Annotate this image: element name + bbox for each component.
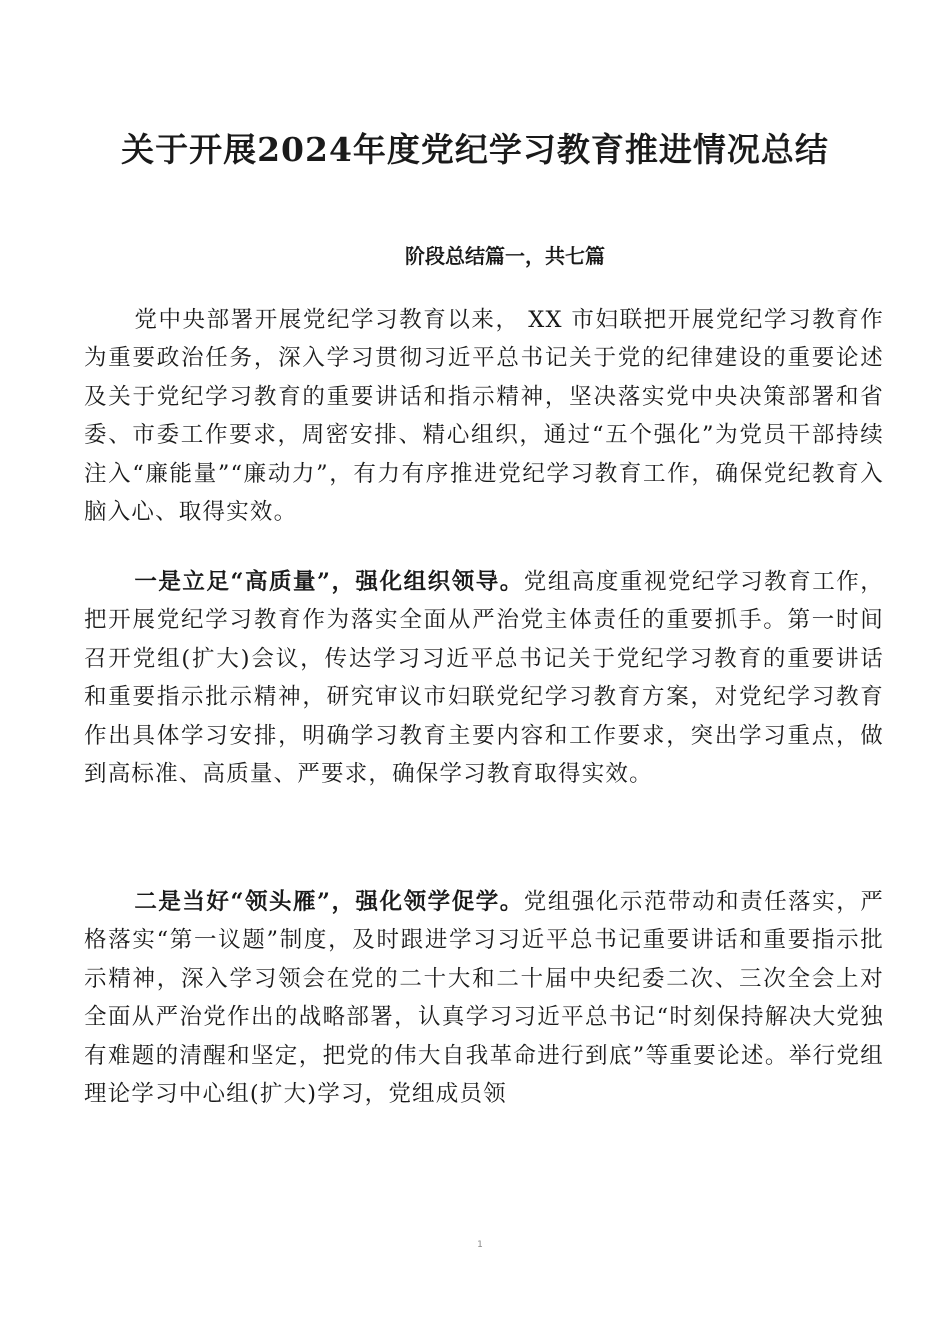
page-number: 1 (477, 1240, 483, 1250)
paragraph-text: 党组强化示范带动和责任落实，严格落实“第一议题”制度，及时跟进学习习近平总书记重要讲话和重要指示批示精神，深入学习领会在党的二十大和二十届中央纪委二次、三次全会上对全面从严治党作出的战略部署，认真学习习近平总书记“时刻保持解决大党独有难题的清醒和坚定，把党的伟大自我革命进行到底”等重要论述。举行党组理论学习中心组(扩大)学习，党组成员领 (84, 889, 884, 1108)
paragraph-text: 党中央部署开展党纪学习教育以来， XX 市妇联把开展党纪学习教育作为重要政治任务，深入学习贯彻习近平总书记关于党的纪律建设的重要论述及关于党纪学习教育的重要讲话和指示精神，坚决落实党中央决策部署和省委、市委工作要求，周密安排、精心组织，通过“五个强化”为党员干部持续注入“廉能量”“廉动力”，有力有序推进党纪学习教育工作，确保党纪教育入脑入心、取得实效。 (84, 307, 884, 526)
paragraph-lead: 一是立足“高质量”，强化组织领导。 (134, 569, 524, 595)
document-subtitle: 阶段总结篇一，共七篇 (405, 244, 605, 268)
paragraph-intro (84, 301, 884, 531)
paragraph-point-two (84, 883, 884, 1113)
paragraph-text: 党组高度重视党纪学习教育工作，把开展党纪学习教育作为落实全面从严治党主体责任的重要抓手。第一时间召开党组(扩大)会议，传达学习习近平总书记关于党纪学习教育的重要讲话和重要指示批示精神，研究审议市妇联党纪学习教育方案，对党纪学习教育作出具体学习安排，明确学习教育主要内容和工作要求，突出学习重点，做到高标准、高质量、严要求，确保学习教育取得实效。 (84, 569, 884, 788)
document-title: 关于开展2024年度党纪学习教育推进情况总结 (121, 130, 829, 169)
paragraph-lead: 二是当好“领头雁”，强化领学促学。 (134, 889, 524, 915)
paragraph-point-one (84, 563, 884, 793)
